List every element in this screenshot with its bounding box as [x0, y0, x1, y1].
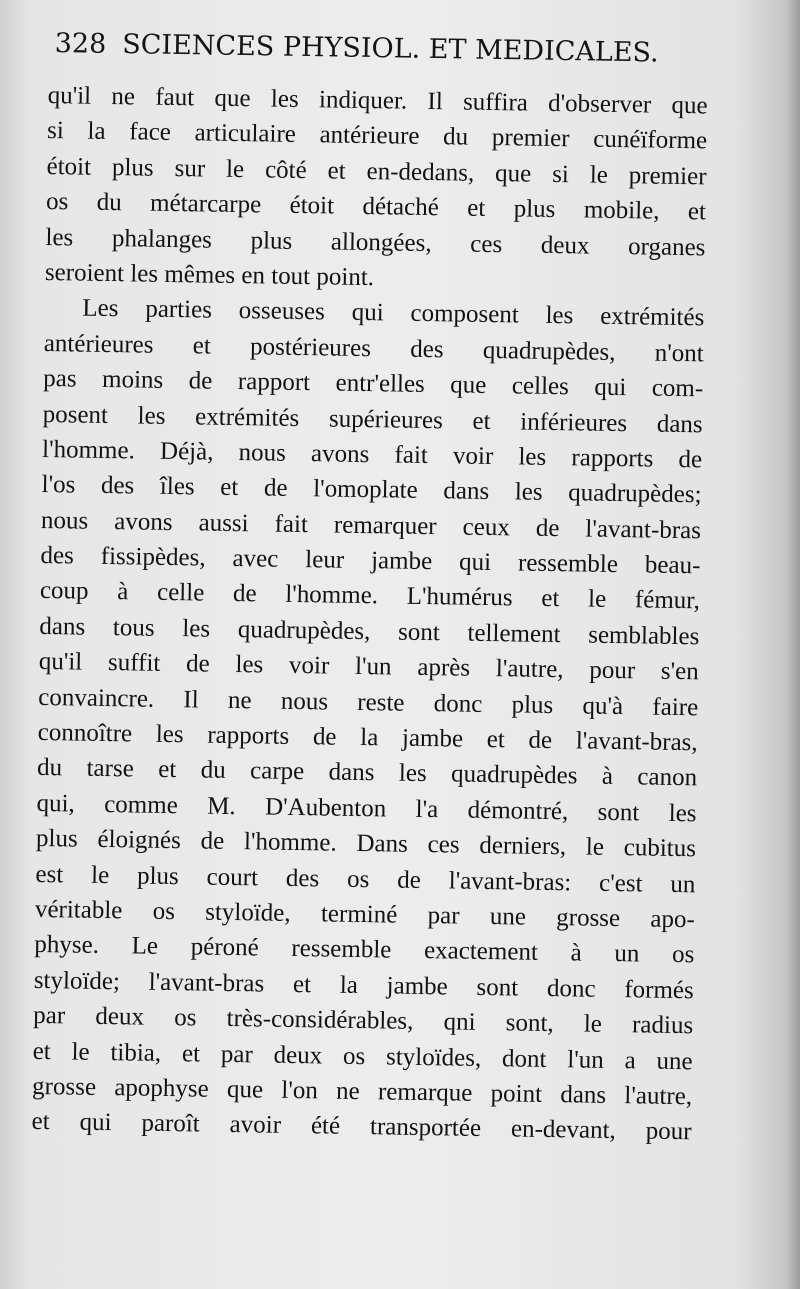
- text-line: véritable os styloïde, terminé par une grosse apo-: [34, 895, 696, 934]
- text-line: l'homme. Déjà, nous avons fait voir les rapports de: [41, 435, 703, 474]
- text-line: qu'il ne faut que les indiquer. Il suffira d'observer que: [47, 81, 708, 120]
- text-line: étoit plus sur le côté et en-dedans, que si le premier: [46, 152, 707, 191]
- text-line: convaincre. Il ne nous reste donc plus qu'à faire: [38, 683, 699, 721]
- text-line: les phalanges plus allongées, ces deux organes: [45, 223, 706, 261]
- text-line: est le plus court des os de l'avant-bras: c'est un: [35, 860, 696, 898]
- text-line: du tarse et du carpe dans les quadrupèdes à canon: [36, 754, 698, 792]
- text-line: qu'il suffit de les voir l'un après l'autre, pour s'en: [38, 648, 699, 686]
- text-line: pas moins de rapport entr'elles que celles qui com-: [43, 365, 704, 403]
- text-line: si la face articulaire antérieure du premier cunéïforme: [46, 117, 708, 155]
- text-line: os du métarcarpe étoit détaché et plus mobile, et: [45, 188, 707, 226]
- text-line: dans tous les quadrupèdes, sont tellement semblables: [39, 612, 700, 651]
- text-line: par deux os très-considérables, qni sont, le radius: [33, 1002, 694, 1040]
- text-line: des fissipèdes, avec leur jambe qui ressemble beau-: [40, 542, 701, 580]
- body-text: [31, 78, 708, 1150]
- text-line: coup à celle de l'homme. L'humérus et le fémur,: [39, 577, 701, 615]
- text-line: et qui paroît avoir été transportée en-devant, pour: [31, 1108, 692, 1146]
- text-line: plus éloignés de l'homme. Dans ces derniers, le cubitus: [35, 825, 697, 863]
- text-line: connoître les rapports de la jambe et de l'avant-bras,: [37, 718, 698, 757]
- page-edge-shadow: [786, 0, 800, 1289]
- text-line: antérieures et postérieures des quadrupèdes, n'ont: [43, 329, 704, 368]
- text-line: seroient les mêmes en tout point.: [44, 258, 375, 292]
- text-line: physe. Le péroné ressemble exactement à un os: [34, 931, 695, 969]
- text-line: grosse apophyse que l'on ne remarque point dans l'autre,: [31, 1072, 693, 1111]
- text-line: nous avons aussi fait remarquer ceux de l'avant-bras: [40, 506, 702, 544]
- text-line: Les parties osseuses qui composent les extrémités: [82, 294, 705, 332]
- text-line: qui, comme M. D'Aubenton l'a démontré, sont les: [36, 789, 697, 828]
- text-line: styloïde; l'avant-bras et la jambe sont donc formés: [33, 966, 694, 1005]
- page-number: 328: [54, 28, 107, 60]
- running-head-title: SCIENCES PHYSIOL. ET MEDICALES.: [122, 29, 659, 69]
- text-line: l'os des îles et de l'omoplate dans les quadrupèdes;: [41, 471, 702, 509]
- text-line: posent les extrémités supérieures et inférieures dans: [42, 400, 703, 438]
- text-line: et le tibia, et par deux os styloïdes, dont l'un a une: [32, 1037, 693, 1075]
